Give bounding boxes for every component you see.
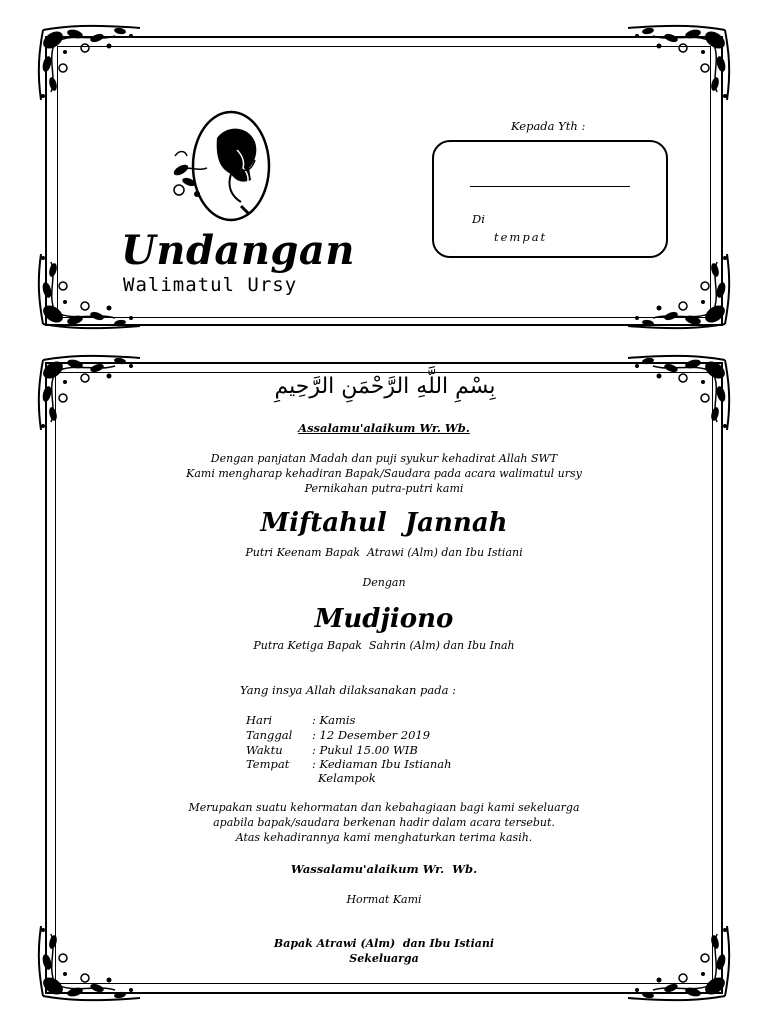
detail-row-tanggal [246,728,430,742]
address-di: Di [472,212,485,226]
detail-row-tempat [246,757,452,771]
floral-corner-icon [35,22,145,102]
hormat-kami: Hormat Kami [346,893,422,906]
detail-value: : 12 Desember 2019 [312,728,431,742]
detail-label: Waktu [246,743,283,757]
detail-value: : Pukul 15.00 WIB [312,743,418,757]
bismillah [240,374,530,399]
detail-value: : Kamis [312,713,356,727]
bride-name: Miftahul Jannah [260,508,508,538]
closing-line-3: Atas kehadirannya kami menghaturkan terima kasih. [235,831,533,844]
closing-line-2: apabila bapak/saudara berkenan hadir dalam acara tersebut. [213,816,555,829]
cover-subtitle: Walimatul Ursy [123,274,298,296]
recipient-label: Kepada Yth : [511,119,586,133]
address-tempat: tempat [494,230,548,244]
floral-corner-icon [623,352,733,432]
greeting: Assalamu'alaikum Wr. Wb. [298,421,470,435]
detail-label: Tanggal [246,728,293,742]
cover-title: Undangan [121,227,355,274]
intro-line-3: Pernikahan putra-putri kami [304,482,464,495]
schedule-intro: Yang insya Allah dilaksanakan pada : [240,683,456,697]
floral-corner-icon [623,22,733,102]
dengan-label: Dengan [362,576,406,589]
signature-line-1: Bapak Atrawi (Alm) dan Ibu Istiani [273,937,495,950]
floral-corner-icon [35,352,145,432]
intro-line-1: Dengan panjatan Madah dan puji syukur kehadirat Allah SWT [210,452,558,465]
detail-place-line2 [318,771,376,785]
signature-line-2: Sekeluarga [349,952,419,965]
intro-line-2: Kami mengharap kehadiran Bapak/Saudara pada acara walimatul ursy [186,467,582,480]
cover-card [45,22,723,334]
detail-label: Tempat [246,757,290,771]
address-line [470,186,630,187]
groom-parents: Putra Ketiga Bapak Sahrin (Alm) dan Ibu Inah [253,639,515,652]
closing-line-1: Merupakan suatu kehormatan dan kebahagiaan bagi kami sekeluarga [188,801,580,814]
detail-row-waktu [246,743,418,757]
detail-label: Hari [246,713,273,727]
floral-corner-icon [623,252,733,332]
groom-name: Mudjiono [314,604,454,634]
detail-value: : Kediaman Ibu Istianah [312,757,452,771]
bride-parents: Putri Keenam Bapak Atrawi (Alm) dan Ibu Istiani [245,546,523,559]
farewell: Wassalamu'alaikum Wr. Wb. [290,862,478,876]
detail-row-hari [246,713,355,727]
detail-value: Kelampok [318,771,376,785]
couple-emblem-icon [157,110,277,222]
address-box [432,140,668,258]
bismillah-text: بِسْمِ اللَّهِ الرَّحْمَنِ الرَّحِيمِ [274,374,496,399]
